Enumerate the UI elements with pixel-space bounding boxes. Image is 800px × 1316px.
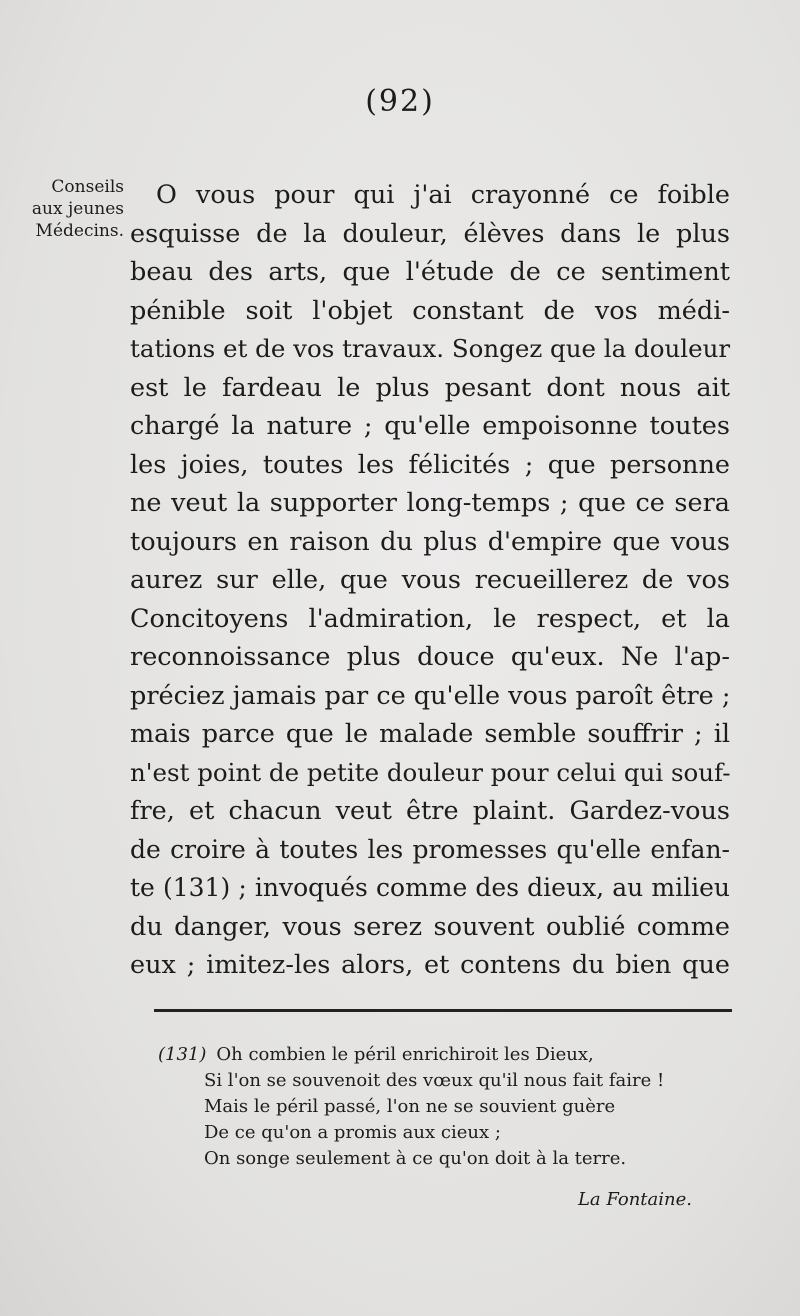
body-line: ne veut la supporter long-temps ; que ce sera — [130, 488, 730, 518]
footnote-line: De ce qu'on a promis aux cieux ; — [204, 1122, 501, 1143]
body-text — [130, 176, 730, 985]
footnote-verse: Oh combien le péril enrichiroit les Dieux, — [216, 1044, 594, 1065]
page-number: (92) — [365, 84, 435, 119]
body-line: pénible soit l'objet constant de vos médi- — [130, 295, 730, 326]
body-line: eux ; imitez-les alors, et contens du bien que — [130, 950, 730, 980]
footnote-line — [158, 1042, 718, 1068]
footnote-line: Mais le péril passé, l'on ne se souvient guère — [204, 1096, 616, 1117]
body-line: te (131) ; invoqués comme des dieux, au milieu — [130, 873, 730, 902]
body-line: O vous pour qui j'ai crayonné ce foible — [156, 180, 730, 210]
footnote — [158, 1042, 718, 1172]
body-line: mais parce que le malade semble souffrir ; il — [130, 719, 730, 749]
footnote-divider — [154, 1009, 732, 1012]
body-line: tations et de vos travaux. Songez que la douleur — [130, 334, 731, 363]
body-line: reconnoissance plus douce qu'eux. Ne l'ap- — [130, 642, 730, 672]
body-line: de croire à toutes les promesses qu'elle enfan- — [130, 834, 730, 864]
margin-note — [10, 176, 124, 242]
body-line: Concitoyens l'admiration, le respect, et la — [130, 603, 730, 634]
body-line: du danger, vous serez souvent oublié comme — [130, 911, 730, 942]
footnote-line: On songe seulement à ce qu'on doit à la terre. — [204, 1148, 627, 1169]
body-line: beau des arts, que l'étude de ce sentiment — [130, 257, 730, 287]
body-line: n'est point de petite douleur pour celui qui souf- — [130, 757, 731, 787]
margin-note-line: Conseils — [51, 177, 124, 197]
body-line: toujours en raison du plus d'empire que vous — [130, 526, 730, 557]
body-line: aurez sur elle, que vous recueillerez de vos — [130, 565, 730, 595]
body-line: les joies, toutes les félicités ; que personne — [130, 449, 730, 480]
footnote-attribution: La Fontaine. — [577, 1189, 692, 1210]
footnote-mark: (131) — [158, 1044, 207, 1065]
margin-note-line: Médecins. — [35, 221, 124, 241]
body-line: est le fardeau le plus pesant dont nous ait — [130, 372, 730, 403]
body-line: préciez jamais par ce qu'elle vous paroît être ; — [130, 680, 731, 711]
body-line: chargé la nature ; qu'elle empoisonne toutes — [130, 411, 730, 441]
margin-note-line: aux jeunes — [31, 199, 124, 219]
body-line: fre, et chacun veut être plaint. Gardez-vous — [130, 796, 730, 826]
body-line: esquisse de la douleur, élèves dans le plus — [130, 218, 730, 249]
footnote-line: Si l'on se souvenoit des vœux qu'il nous fait faire ! — [204, 1070, 665, 1091]
